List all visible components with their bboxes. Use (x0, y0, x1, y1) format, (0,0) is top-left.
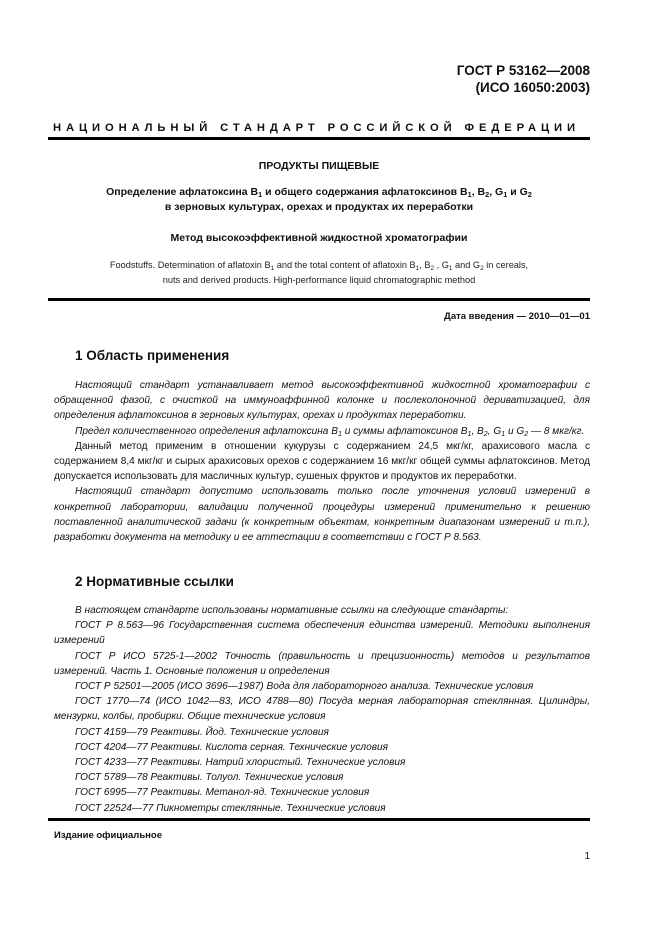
title-rule (48, 298, 590, 301)
subscript: 1 (448, 265, 453, 272)
method-title: Метод высокоэффективной жидкостной хроматографии (170, 232, 468, 244)
subscript: 2 (527, 190, 532, 199)
reference-item: ГОСТ 4233—77 Реактивы. Натрий хлористый. Технические условия (75, 757, 406, 769)
reference-item: ГОСТ Р ИСО 5725-1—2002 Точность (правильность и прецизионность) методов и результатов измерений. Часть 1. Основные положения и определения (54, 650, 590, 677)
reference-item: ГОСТ 6995—77 Реактивы. Метанол-яд. Технические условия (75, 787, 370, 799)
product-group-title: ПРОДУКТЫ ПИЩЕВЫЕ (258, 160, 380, 172)
english-title-line-2: nuts and derived products. High-performance liquid chromatographic method (162, 275, 476, 285)
standard-code-block (457, 62, 590, 96)
reference-item: ГОСТ 22524—77 Пикнометры стеклянные. Технические условия (75, 802, 386, 814)
header-rule (48, 137, 590, 140)
national-standard-title: НАЦИОНАЛЬНЫЙ СТАНДАРТ РОССИЙСКОЙ ФЕДЕРАЦИИ (53, 122, 580, 134)
standard-code: ГОСТ Р 53162—2008 (456, 63, 590, 78)
english-text: Foodstuffs. Determination of aflatoxin B (109, 260, 271, 270)
official-edition-label: Издание официальное (54, 830, 162, 841)
subscript: 2 (524, 430, 529, 438)
reference-item: ГОСТ Р 52501—2005 (ИСО 3696—1987) Вода для лабораторного анализа. Технические условия (75, 681, 534, 693)
title-line-2: в зерновых культурах, орехах и продуктах их переработки (164, 201, 474, 213)
subscript: 2 (430, 265, 435, 272)
subscript: 1 (258, 190, 263, 199)
subscript: 2 (480, 265, 484, 272)
reference-item: ГОСТ 1770—74 (ИСО 1042—83, ИСО 4788—80) Посуда мерная лабораторная стеклянная. Цилиндры, мензурки, колбы, пробирки. Общие технические условия (54, 696, 590, 723)
subscript: 2 (485, 190, 490, 199)
subscript: 2 (483, 430, 488, 438)
subscript: 1 (467, 430, 472, 438)
section-1-body (54, 378, 590, 545)
scope-paragraph: Настоящий стандарт устанавливает метод высокоэффективной жидкостной хроматографии с обращенной фазой, с очисткой на иммуноаффинной колонке и послеколоночной дериватизацией, для определения афлатоксинов в зерновых культурах, орехах и продуктах переработки. (54, 380, 590, 422)
section-2-body (54, 603, 590, 816)
page-number: 1 (584, 851, 590, 862)
applicability-paragraph: Данный метод применим в отношении кукурузы с содержанием 24,5 мкг/кг, арахисового масла с содержанием 8,4 мкг/кг и сырых арахисовых орехов с содержанием 16 мкг/кг общей суммы афлатоксинов. Метод допускается использовать для масличных культур, сушеных фруктов и продуктов их переработки. (54, 440, 590, 483)
subscript: 1 (467, 190, 472, 199)
subscript: 1 (501, 430, 506, 438)
title-text: и общего содержания афлатоксинов B (262, 186, 468, 198)
subscript: 1 (270, 265, 275, 272)
subscript: 1 (415, 265, 420, 272)
subscript: 1 (503, 190, 508, 199)
quantification-limit-paragraph: Предел количественного определения афлатоксина $B_1$ и суммы афлатоксинов $B_1$, $B_2$, $G_1$ и $G_2$ — 8 мкг/кг. (75, 425, 585, 438)
subscript: 1 (337, 430, 342, 438)
section-1-heading: 1 Область применения (75, 348, 230, 363)
reference-item: ГОСТ 5789—78 Реактивы. Толуол. Технические условия (75, 772, 344, 784)
iso-code: (ИСО 16050:2003) (475, 80, 590, 95)
document-main-title: Определение афлатоксина $B_1$ и общего содержания афлатоксинов $B_1$, $B_2$, $G_1$ и $G_2$ в зерновых культурах, орехах и продуктах их переработки (48, 185, 590, 215)
reference-item: ГОСТ 4159—79 Реактивы. Йод. Технические условия (75, 726, 329, 738)
reference-item: ГОСТ Р 8.563—96 Государственная система обеспечения единства измерений. Методики выполнения измерений (54, 620, 590, 647)
reference-item: ГОСТ 4204—77 Реактивы. Кислота серная. Технические условия (75, 741, 388, 753)
usage-conditions-paragraph: Настоящий стандарт допустимо использовать только после уточнения условий измерений в конкретной лаборатории, валидации полученной процедуры измерений применительно к решению поставленной аналитической задачи (к конкретным объектам, конкретным диапазонам измерений и т.п.), разработки документа на методику и ее аттестации в соответствии с ГОСТ Р 8.563. (54, 486, 590, 544)
references-intro: В настоящем стандарте использованы нормативные ссылки на следующие стандарты: (75, 605, 509, 616)
english-title: Foodstuffs. Determination of aflatoxin $B_1$ and the total content of aflatoxin $B_1$, $B_2$ , $G_1$ and $G_2$ in cereals, nuts and derived products. High-performance liquid chromatographic method (48, 258, 590, 288)
english-text: in cereals, (483, 260, 529, 270)
english-text: and the total content of aflatoxin B (274, 260, 416, 270)
title-text: Определение афлатоксина B (106, 186, 259, 198)
footer-rule (48, 818, 590, 821)
introduction-date: Дата введения — 2010—01—01 (444, 311, 590, 322)
section-2-heading: 2 Нормативные ссылки (75, 574, 234, 589)
para-text: — 8 мкг/кг. (528, 425, 585, 437)
para-text: Предел количественного определения афлатоксина B (75, 425, 338, 437)
para-text: и суммы афлатоксинов B (341, 425, 468, 437)
